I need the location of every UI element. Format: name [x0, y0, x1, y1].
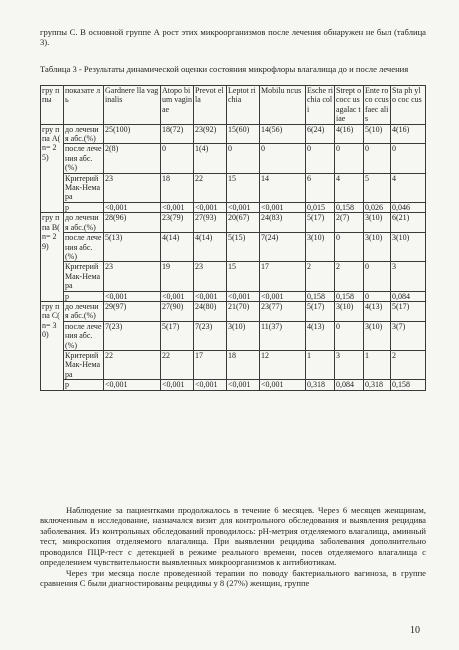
table-row [41, 380, 426, 390]
value-cell: 3(10) [364, 213, 391, 233]
value-cell: 23(92) [194, 124, 227, 144]
header-cell: Sta ph ylo coc cus [391, 86, 426, 125]
value-cell: 6 [306, 173, 335, 202]
row-label-cell: Критерий Мак-Немара [64, 262, 104, 291]
value-cell: 29(97) [104, 301, 161, 321]
table-caption: Таблица 3 - Результаты динамической оценки состояния микрофлоры влагалища до и после лечения [40, 64, 409, 74]
microflora-table-wrapper [40, 85, 426, 391]
row-label-cell: до лечения абс.(%) [64, 124, 104, 144]
value-cell: 23(77) [260, 301, 306, 321]
value-cell: 4(16) [391, 124, 426, 144]
value-cell: 3(10) [364, 233, 391, 262]
value-cell: 0 [335, 233, 364, 262]
row-label-cell: до лечения абс.(%) [64, 301, 104, 321]
value-cell: 3(10) [306, 233, 335, 262]
value-cell: 0 [364, 144, 391, 173]
table-row [41, 262, 426, 291]
row-label-cell: Критерий Мак-Немара [64, 350, 104, 379]
value-cell: 1(4) [194, 144, 227, 173]
value-cell: 11(37) [260, 321, 306, 350]
value-cell: 3 [335, 350, 364, 379]
table-row [41, 350, 426, 379]
value-cell: 4(14) [194, 233, 227, 262]
value-cell: 5(10) [364, 124, 391, 144]
value-cell: 4(14) [161, 233, 194, 262]
value-cell: 0,158 [391, 380, 426, 390]
intro-paragraph: группы С. В основной группе А рост этих микроорганизмов после лечения обнаружен не был (таблица 3). [40, 27, 426, 48]
value-cell: 4(16) [335, 124, 364, 144]
value-cell: 4 [335, 173, 364, 202]
value-cell: 2(7) [335, 213, 364, 233]
value-cell: 0 [364, 291, 391, 301]
table-row [41, 213, 426, 233]
value-cell: 0,318 [364, 380, 391, 390]
header-cell: Mobilu ncus [260, 86, 306, 125]
value-cell: 3 [391, 262, 426, 291]
value-cell: 27(93) [194, 213, 227, 233]
table-header-row [41, 86, 426, 125]
value-cell: 0 [335, 144, 364, 173]
row-label-cell: после лечения абс.(%) [65, 233, 102, 261]
value-cell: 18(72) [161, 124, 194, 144]
value-cell: 5(17) [161, 321, 194, 350]
value-cell: 0,026 [364, 202, 391, 212]
row-label-cell: после лечения абс.(%) [65, 144, 102, 173]
value-cell: 7(23) [104, 321, 161, 350]
value-cell: 0 [364, 262, 391, 291]
value-cell: 0 [260, 144, 306, 173]
value-cell: 23 [104, 262, 161, 291]
header-cell: Leptot richia [227, 86, 260, 125]
value-cell: 0,015 [306, 202, 335, 212]
page-number: 10 [410, 625, 420, 636]
table-row [41, 202, 426, 212]
followup-paragraph: Через три месяца после проведенной терапии по поводу бактериального вагиноза, в группе сравнения С были диагностированы рецидивы у 8 (27%) женщин, группе [40, 568, 426, 589]
value-cell: 15(60) [227, 124, 260, 144]
row-label-cell: p [64, 380, 104, 390]
value-cell: <0,001 [161, 202, 194, 212]
value-cell: 19 [161, 262, 194, 291]
value-cell: 22 [161, 350, 194, 379]
row-label-cell: p [64, 202, 104, 212]
value-cell: 27(90) [161, 301, 194, 321]
value-cell: 0,084 [335, 380, 364, 390]
value-cell: 15 [227, 173, 260, 202]
value-cell: <0,001 [194, 291, 227, 301]
value-cell: 23 [104, 173, 161, 202]
value-cell: <0,001 [104, 202, 161, 212]
value-cell: <0,001 [161, 291, 194, 301]
value-cell: <0,001 [227, 380, 260, 390]
value-cell: 0 [335, 321, 364, 350]
header-cell: гру ппы [41, 86, 64, 125]
value-cell: <0,001 [194, 380, 227, 390]
table-row [41, 173, 426, 202]
value-cell: 21(70) [227, 301, 260, 321]
value-cell: 23 [194, 262, 227, 291]
value-cell: 3(10) [364, 321, 391, 350]
table-row [41, 144, 426, 173]
value-cell: 14 [260, 173, 306, 202]
value-cell: 1 [364, 350, 391, 379]
value-cell: 23(79) [161, 213, 194, 233]
value-cell: <0,001 [227, 291, 260, 301]
value-cell: 4(13) [364, 301, 391, 321]
header-cell: показате ль [64, 86, 104, 125]
value-cell: <0,001 [227, 202, 260, 212]
value-cell: 3(10) [227, 321, 260, 350]
value-cell: <0,001 [260, 202, 306, 212]
value-cell: 5(17) [306, 213, 335, 233]
value-cell: 0,318 [306, 380, 335, 390]
value-cell: 22 [104, 350, 161, 379]
value-cell: 14(56) [260, 124, 306, 144]
value-cell: 0,084 [391, 291, 426, 301]
value-cell: 1 [306, 350, 335, 379]
value-cell: 5(13) [104, 233, 161, 262]
value-cell: 18 [161, 173, 194, 202]
table-row [41, 233, 426, 262]
value-cell: 3(10) [391, 233, 426, 262]
row-label-cell: Критерий Мак-Немара [64, 173, 104, 202]
value-cell: 12 [260, 350, 306, 379]
value-cell: 24(83) [260, 213, 306, 233]
microflora-table [40, 85, 426, 391]
value-cell: 5(15) [227, 233, 260, 262]
value-cell: 20(67) [227, 213, 260, 233]
value-cell: 6(24) [306, 124, 335, 144]
value-cell: <0,001 [104, 380, 161, 390]
value-cell: 24(80) [194, 301, 227, 321]
header-cell: Esche richia coli [306, 86, 335, 125]
value-cell: <0,001 [260, 380, 306, 390]
header-cell: Gardnere lla vaginalis [104, 86, 161, 125]
value-cell: 0 [161, 144, 194, 173]
value-cell: 2 [391, 350, 426, 379]
value-cell: 28(96) [104, 213, 161, 233]
value-cell: 5(17) [391, 301, 426, 321]
value-cell: 2(8) [104, 144, 161, 173]
value-cell: 0 [391, 144, 426, 173]
value-cell: 18 [227, 350, 260, 379]
header-cell: Strept ococc us agalac tiae [335, 86, 364, 125]
row-label-cell: p [64, 291, 104, 301]
value-cell: 7(23) [194, 321, 227, 350]
observation-paragraph: Наблюдение за пациентками продолжалось в течение 6 месяцев. Через 6 месяцев женщинам, включенным в исследование, назначался визит для контрольного обследования и выявления рецидива заболевания. Из контрольных обследований проводилось: рН-метрия отделяемого влагалища, аминный тест, микроскопия отделяемого влагалища. При выявлении рецидива заболевания дополнительно проводился ПЦР-тест с детекцией в режиме реального времени, посев отделяемого влагалища с определением чувствительности выявленных микроорганизмов к антибиотикам. [40, 505, 426, 568]
value-cell: 3(7) [391, 321, 426, 350]
value-cell: 4(13) [306, 321, 335, 350]
value-cell: <0,001 [260, 291, 306, 301]
value-cell: 5 [364, 173, 391, 202]
header-cell: Ente roco ccus faec alis [365, 86, 389, 124]
value-cell: 0 [227, 144, 260, 173]
value-cell: 7(24) [260, 233, 306, 262]
value-cell: <0,001 [104, 291, 161, 301]
value-cell: 15 [227, 262, 260, 291]
value-cell: 0,046 [391, 202, 426, 212]
table-row [41, 291, 426, 301]
group-name-cell: гру ппа С( n= 30) [41, 301, 64, 390]
value-cell: 22 [194, 173, 227, 202]
value-cell: 0 [306, 144, 335, 173]
value-cell: 17 [194, 350, 227, 379]
value-cell: <0,001 [194, 202, 227, 212]
group-name-cell: гру ппа А( n= 25) [41, 124, 64, 213]
header-cell: Prevot ella [194, 86, 227, 125]
value-cell: 17 [260, 262, 306, 291]
row-label-cell: после лечения абс.(%) [65, 321, 102, 350]
header-cell: Atopo bium vagin ae [161, 86, 194, 125]
value-cell: 0,158 [335, 291, 364, 301]
value-cell: 2 [306, 262, 335, 291]
value-cell: 0,158 [306, 291, 335, 301]
value-cell: <0,001 [161, 380, 194, 390]
value-cell: 3(10) [335, 301, 364, 321]
table-row [41, 124, 426, 144]
table-row [41, 321, 426, 350]
value-cell: 5(17) [306, 301, 335, 321]
value-cell: 0,158 [335, 202, 364, 212]
row-label-cell: до лечения абс.(%) [64, 213, 104, 233]
value-cell: 6(21) [391, 213, 426, 233]
group-name-cell: гру ппа В( n= 29) [41, 213, 64, 302]
value-cell: 4 [391, 173, 426, 202]
table-row [41, 301, 426, 321]
value-cell: 2 [335, 262, 364, 291]
value-cell: 25(100) [104, 124, 161, 144]
